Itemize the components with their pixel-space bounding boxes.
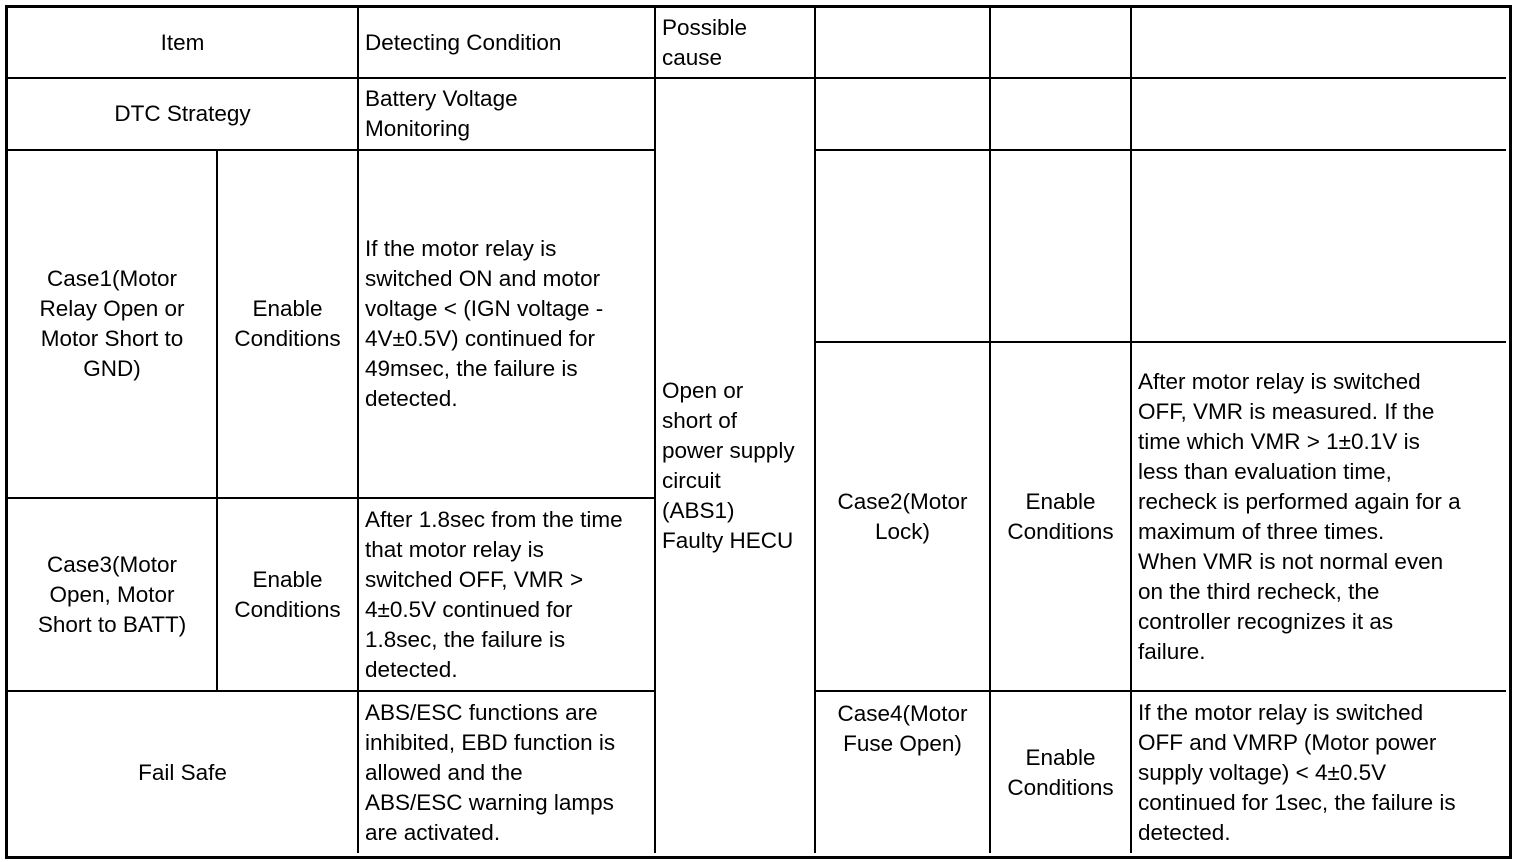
possible-cause-value <box>656 79 814 853</box>
case3-label-text: Case3(Motor Open, Motor Short to BATT) <box>37 551 187 637</box>
fail-safe-label <box>8 692 357 853</box>
case2-condition <box>1132 343 1506 690</box>
case4-label <box>816 692 989 853</box>
dtc-strategy-value-text: Battery Voltage Monitoring <box>365 86 518 141</box>
case4-condition-text: If the motor relay is switched OFF and VMRP (Motor power supply voltage) < 4±0.5V continued for 1sec, the failure is detected. <box>1138 699 1456 845</box>
possible-cause-text: Open or short of power supply circuit (ABS1) Faulty HECU <box>662 378 795 553</box>
fail-safe-value-text: ABS/ESC functions are inhibited, EBD function is allowed and the ABS/ESC warning lamps are activated. <box>365 699 616 845</box>
case1-condition-text: If the motor relay is switched ON and motor voltage < (IGN voltage - 4V±0.5V) continued for 49msec, the failure is detected. <box>365 236 604 411</box>
header-possible-cause-label: Possible cause <box>662 14 748 70</box>
case1-enable-conditions <box>218 151 357 497</box>
header-item-label: Item <box>160 29 205 55</box>
fail-safe-label-text: Fail Safe <box>138 759 227 785</box>
case4-enable-conditions-text: Enable Conditions <box>1007 744 1114 800</box>
header-possible-cause <box>656 8 814 77</box>
case2-label-text: Case2(Motor Lock) <box>837 488 968 544</box>
case4-enable-conditions <box>991 692 1130 853</box>
case1-label <box>8 151 216 497</box>
case3-condition <box>359 499 654 690</box>
case1-label-text: Case1(Motor Relay Open or Motor Short to GND) <box>39 266 185 381</box>
header-item <box>8 8 357 77</box>
case2-condition-text: After motor relay is switched OFF, VMR is measured. If the time which VMR > 1±0.1V is less than evaluation time, recheck is performed again for a maximum of three times. When VMR is not normal even on the third recheck, the controller recognizes it as failure. <box>1138 368 1461 664</box>
case2-label <box>816 343 989 690</box>
case2-enable-conditions-text: Enable Conditions <box>1007 488 1114 544</box>
case1-condition <box>359 151 654 497</box>
case3-enable-conditions <box>218 499 357 690</box>
case2-enable-conditions <box>991 343 1130 690</box>
case4-condition <box>1132 692 1506 853</box>
dtc-strategy-value <box>359 79 654 149</box>
row-divider <box>814 149 1506 151</box>
case3-label <box>8 499 216 690</box>
case3-condition-text: After 1.8sec from the time that motor relay is switched OFF, VMR > 4±0.5V continued for 1.8sec, the failure is detected. <box>365 506 623 682</box>
case1-enable-conditions-text: Enable Conditions <box>234 296 341 351</box>
case3-enable-conditions-text: Enable Conditions <box>234 566 341 622</box>
dtc-strategy-label <box>8 79 357 149</box>
header-detecting-condition <box>359 8 654 77</box>
dtc-strategy-text: DTC Strategy <box>114 101 251 126</box>
fail-safe-value <box>359 692 654 853</box>
case4-label-text: Case4(Motor Fuse Open) <box>837 701 968 756</box>
header-detecting-condition-label: Detecting Condition <box>365 29 562 55</box>
